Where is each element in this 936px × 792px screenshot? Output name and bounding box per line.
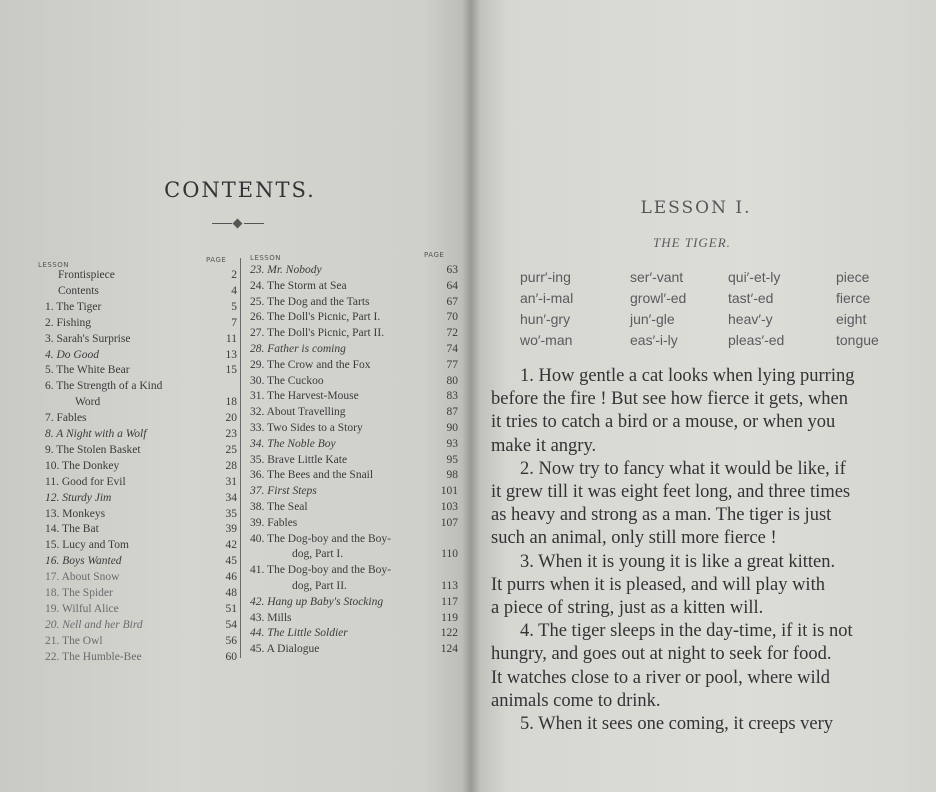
toc-entry <box>250 327 458 342</box>
vocab-word: fierce <box>836 290 871 306</box>
toc-entry <box>250 596 458 611</box>
toc-entry-page: 39 <box>225 523 237 536</box>
toc-entry-page: 83 <box>446 390 458 403</box>
vocab-word: piece <box>836 269 870 285</box>
toc-entry-title: 30. The Cuckoo <box>250 374 324 387</box>
toc-entry-page: 31 <box>225 475 237 488</box>
toc-entry <box>250 422 458 437</box>
lesson-subtitle: THE TIGER. <box>653 235 731 250</box>
toc-entry-title: 11. Good for Evil <box>45 475 126 488</box>
toc-entry-page: 54 <box>225 618 237 631</box>
toc-entry-title: 12. Sturdy Jim <box>45 491 112 504</box>
toc-entry-title: 9. The Stolen Basket <box>45 443 141 456</box>
toc-entry-page: 5 <box>231 300 237 313</box>
toc-entry-page: 77 <box>446 358 458 371</box>
toc-entry-page: 74 <box>446 343 458 355</box>
toc-entry-page: 18 <box>225 396 237 409</box>
lesson-text-line: It watches close to a river or pool, where wild <box>491 667 831 688</box>
vocab-word: tast′-ed <box>728 290 774 306</box>
toc-entry <box>250 580 458 595</box>
toc-entry-page: 28 <box>225 459 237 472</box>
toc-entry-page: 13 <box>225 348 237 361</box>
vocab-word: an′-i-mal <box>520 290 574 306</box>
right-lesson-header: LESSON <box>250 254 281 262</box>
toc-entry-page: 103 <box>440 501 458 513</box>
toc-entry-title: dog, Part II. <box>292 580 347 592</box>
toc-entry-page: 72 <box>446 327 458 340</box>
lesson-text-line: hungry, and goes out at night to seek for food. <box>491 644 832 665</box>
toc-entry <box>250 390 458 405</box>
toc-entry-title: 5. The White Bear <box>45 364 130 377</box>
toc-entry <box>250 311 458 326</box>
toc-entry-page: 80 <box>446 374 458 387</box>
toc-entry-title: 16. Boys Wanted <box>45 555 122 568</box>
toc-entry-page: 107 <box>440 516 458 529</box>
lesson-text-line: it grew till it was eight feet long, and three times <box>491 482 851 502</box>
toc-entry-page: 98 <box>446 469 458 482</box>
toc-entry-title: 19. Wilful Alice <box>45 602 119 615</box>
toc-entry-page: 15 <box>225 364 237 377</box>
toc-entry-title: 8. A Night with a Wolf <box>45 428 147 440</box>
toc-entry-page: 90 <box>446 422 458 434</box>
toc-entry-title: 1. The Tiger <box>45 300 102 313</box>
toc-entry-page: 110 <box>441 548 458 561</box>
toc-entry <box>250 627 458 642</box>
toc-entry <box>250 517 458 532</box>
toc-entry-page: 117 <box>441 595 458 608</box>
toc-entry-title: 10. The Donkey <box>45 459 120 472</box>
toc-entry-title: 4. Do Good <box>45 348 99 361</box>
contents-title: CONTENTS. <box>164 178 316 202</box>
toc-entry-title: 18. The Spider <box>45 587 113 599</box>
toc-entry-title: 22. The Humble-Bee <box>45 650 142 663</box>
toc-entry-page: 11 <box>225 332 237 345</box>
toc-entry-page: 4 <box>231 284 237 297</box>
toc-entry <box>250 469 458 484</box>
toc-entry-title: 23. Mr. Nobody <box>250 264 322 276</box>
toc-entry <box>250 280 458 295</box>
toc-entry-title: 41. The Dog-boy and the Boy- <box>250 564 391 577</box>
toc-entry-title: 33. Two Sides to a Story <box>250 422 363 434</box>
toc-entry-title: 15. Lucy and Tom <box>45 539 129 552</box>
lesson-text-line: a piece of string, just as a kitten will. <box>491 598 764 618</box>
toc-entry-title: Word <box>75 396 101 409</box>
lesson-text-line: 4. The tiger sleeps in the day-time, if it is not <box>520 621 853 642</box>
lesson-heading: LESSON I. <box>640 198 752 218</box>
lesson-text-line: 1. How gentle a cat looks when lying purring <box>520 366 855 386</box>
vocab-word: qui′-et-ly <box>728 269 781 285</box>
toc-entry-title: 43. Mills <box>250 611 292 624</box>
toc-entry <box>250 343 458 358</box>
toc-entry-title: 14. The Bat <box>45 523 99 536</box>
toc-entry-page: 25 <box>225 443 237 456</box>
toc-entry <box>250 548 458 563</box>
toc-entry <box>250 296 458 311</box>
toc-entry <box>250 454 458 469</box>
toc-entry <box>250 612 458 627</box>
toc-entry <box>250 438 458 453</box>
right-page-header: PAGE <box>424 251 445 259</box>
book-gutter <box>462 0 480 792</box>
toc-entry-page: 119 <box>441 611 458 624</box>
lesson-text-line: as heavy and strong as a man. The tiger is just <box>491 505 832 526</box>
toc-entry-title: 17. About Snow <box>45 571 120 584</box>
toc-entry-title: 39. Fables <box>250 516 298 529</box>
toc-entry-title: 42. Hang up Baby's Stocking <box>250 595 384 608</box>
lesson-text-line: before the fire ! But see how fierce it gets, when <box>491 389 849 410</box>
toc-entry-page: 70 <box>446 311 458 324</box>
toc-entry <box>250 643 458 658</box>
toc-entry <box>250 406 458 421</box>
toc-entry-title: 45. A Dialogue <box>250 643 320 656</box>
toc-entry-page: 63 <box>446 264 458 276</box>
toc-entry-page: 87 <box>446 406 458 419</box>
toc-entry-page: 95 <box>446 453 458 466</box>
vocab-word: pleas′-ed <box>728 332 785 348</box>
vocab-word: purr′-ing <box>520 269 571 285</box>
vocab-word: ser′-vant <box>630 269 684 285</box>
lesson-text-line: 2. Now try to fancy what it would be like, if <box>520 458 846 479</box>
lesson-text-line: It purrs when it is pleased, and will play with <box>491 574 825 595</box>
toc-entry-page: 113 <box>441 580 458 592</box>
toc-entry <box>250 564 458 579</box>
lesson-text-line: such an animal, only still more fierce ! <box>491 528 777 549</box>
toc-entry-page: 7 <box>231 316 237 329</box>
toc-entry-title: 2. Fishing <box>45 316 92 329</box>
lesson-text-line: it tries to catch a bird or a mouse, or when you <box>491 412 836 433</box>
toc-entry <box>250 533 458 548</box>
toc-entry-title: 27. The Doll's Picnic, Part II. <box>250 327 385 340</box>
toc-entry-page: 122 <box>440 627 458 640</box>
toc-entry-title: 25. The Dog and the Tarts <box>250 295 370 308</box>
lesson-text-line: make it angry. <box>491 435 597 456</box>
vocab-word: tongue <box>836 332 879 348</box>
toc-entry-title: 21. The Owl <box>45 634 103 647</box>
toc-entry-page: 42 <box>225 539 237 552</box>
left-page-header: PAGE <box>206 256 227 264</box>
toc-entry-title: 35. Brave Little Kate <box>250 453 348 466</box>
left-lesson-header: LESSON <box>38 261 69 269</box>
toc-entry-page: 101 <box>440 485 458 498</box>
toc-entry-page: 56 <box>225 634 237 647</box>
toc-entry-title: 32. About Travelling <box>250 406 346 419</box>
toc-entry-page: 2 <box>231 269 237 281</box>
toc-entry-page: 23 <box>225 428 237 440</box>
toc-entry-page: 51 <box>225 602 237 615</box>
toc-entry <box>250 375 458 390</box>
toc-entry-title: 31. The Harvest-Mouse <box>250 390 359 403</box>
toc-entry-title: 28. Father is coming <box>250 343 346 355</box>
toc-entry-title: 44. The Little Soldier <box>250 627 348 640</box>
vocab-word: jun′-gle <box>630 311 675 327</box>
toc-entry-page: 46 <box>225 571 237 584</box>
toc-entry-title: 34. The Noble Boy <box>250 437 336 450</box>
toc-entry <box>250 485 458 500</box>
toc-entry-title: 3. Sarah's Surprise <box>45 332 131 345</box>
toc-entry-title: 20. Nell and her Bird <box>45 618 143 631</box>
toc-entry <box>250 359 458 374</box>
toc-entry-title: 37. First Steps <box>250 485 317 498</box>
toc-entry-page: 67 <box>446 295 458 308</box>
toc-entry <box>250 501 458 516</box>
toc-entry-page: 48 <box>225 587 237 599</box>
toc-entry-title: Frontispiece <box>58 269 115 281</box>
toc-entry-title: 6. The Strength of a Kind <box>45 380 163 393</box>
toc-entry-title: 7. Fables <box>45 412 87 425</box>
vocab-word: eas′-i-ly <box>630 332 678 348</box>
toc-entry-page: 45 <box>225 555 237 568</box>
toc-entry-page: 60 <box>225 650 237 663</box>
toc-entry-page: 35 <box>225 507 237 520</box>
toc-entry-page: 34 <box>225 491 237 504</box>
toc-entry-page: 20 <box>225 412 237 425</box>
toc-entry-page: 124 <box>440 643 458 656</box>
toc-entry-title: Contents <box>58 284 99 297</box>
vocab-word: wo′-man <box>520 332 573 348</box>
toc-entry-page: 64 <box>446 279 458 292</box>
toc-entry-page: 93 <box>446 437 458 450</box>
toc-entry-title: 38. The Seal <box>250 501 308 513</box>
lesson-text-line: 5. When it sees one coming, it creeps very <box>520 714 834 734</box>
vocab-word: eight <box>836 311 867 327</box>
vocab-word: heav′-y <box>728 311 773 327</box>
vocab-word: growl′-ed <box>630 290 687 306</box>
toc-entry-title: 13. Monkeys <box>45 507 106 520</box>
toc-entry-title: 26. The Doll's Picnic, Part I. <box>250 311 381 324</box>
toc-entry-title: 29. The Crow and the Fox <box>250 358 371 371</box>
toc-entry-title: 40. The Dog-boy and the Boy- <box>250 532 391 545</box>
toc-entry-title: 36. The Bees and the Snail <box>250 469 374 482</box>
toc-entry <box>250 264 458 279</box>
lesson-text-line: 3. When it is young it is like a great kitten. <box>520 551 836 572</box>
toc-entry-title: 24. The Storm at Sea <box>250 279 347 292</box>
toc-entry-title: dog, Part I. <box>292 548 344 561</box>
lesson-text-line: animals come to drink. <box>491 690 661 711</box>
vocab-word: hun′-gry <box>520 311 571 327</box>
